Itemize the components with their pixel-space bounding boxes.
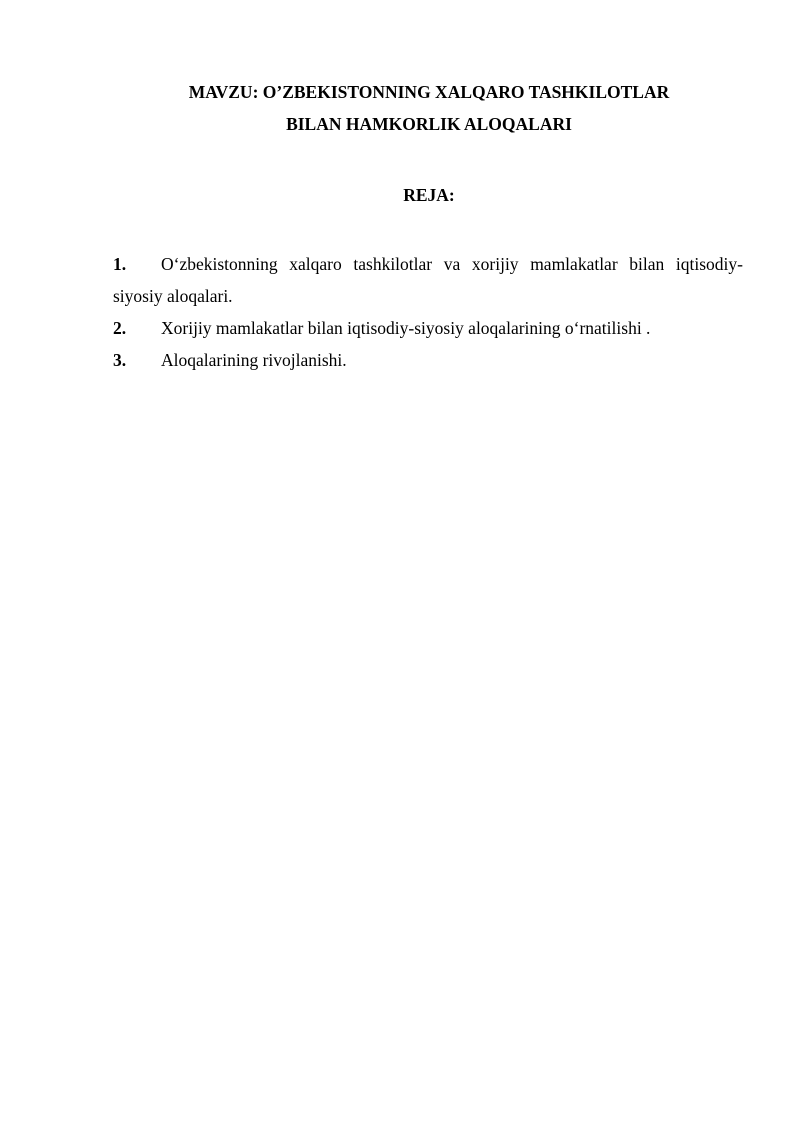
title-line-2: BILAN HAMKORLIK ALOQALARI [286,114,572,134]
plan-item-text: Xorijiy mamlakatlar bilan iqtisodiy-siyosiy aloqalarining o‘rnatilishi . [161,318,651,338]
plan-item-text: Aloqalarining rivojlanishi. [161,350,347,370]
plan-item-3 [113,344,743,376]
plan-item-1-continuation: siyosiy aloqalari. [113,286,233,306]
title-line-1: MAVZU: O’ZBEKISTONNING XALQARO TASHKILOTLAR [188,82,670,102]
plan-list [113,248,743,376]
plan-item-number: 3. [113,350,127,370]
plan-item-1-first-line [113,248,743,280]
plan-item-2 [113,312,743,344]
document-title [113,76,745,140]
plan-item-number: 2. [113,318,127,338]
plan-item-number: 1. [113,254,127,274]
plan-heading: REJA: [403,185,455,205]
plan-item-text: O‘zbekistonning xalqaro tashkilotlar va xorijiy mamlakatlar bilan iqtisodiy- [161,254,743,274]
plan-item-1 [113,248,743,312]
